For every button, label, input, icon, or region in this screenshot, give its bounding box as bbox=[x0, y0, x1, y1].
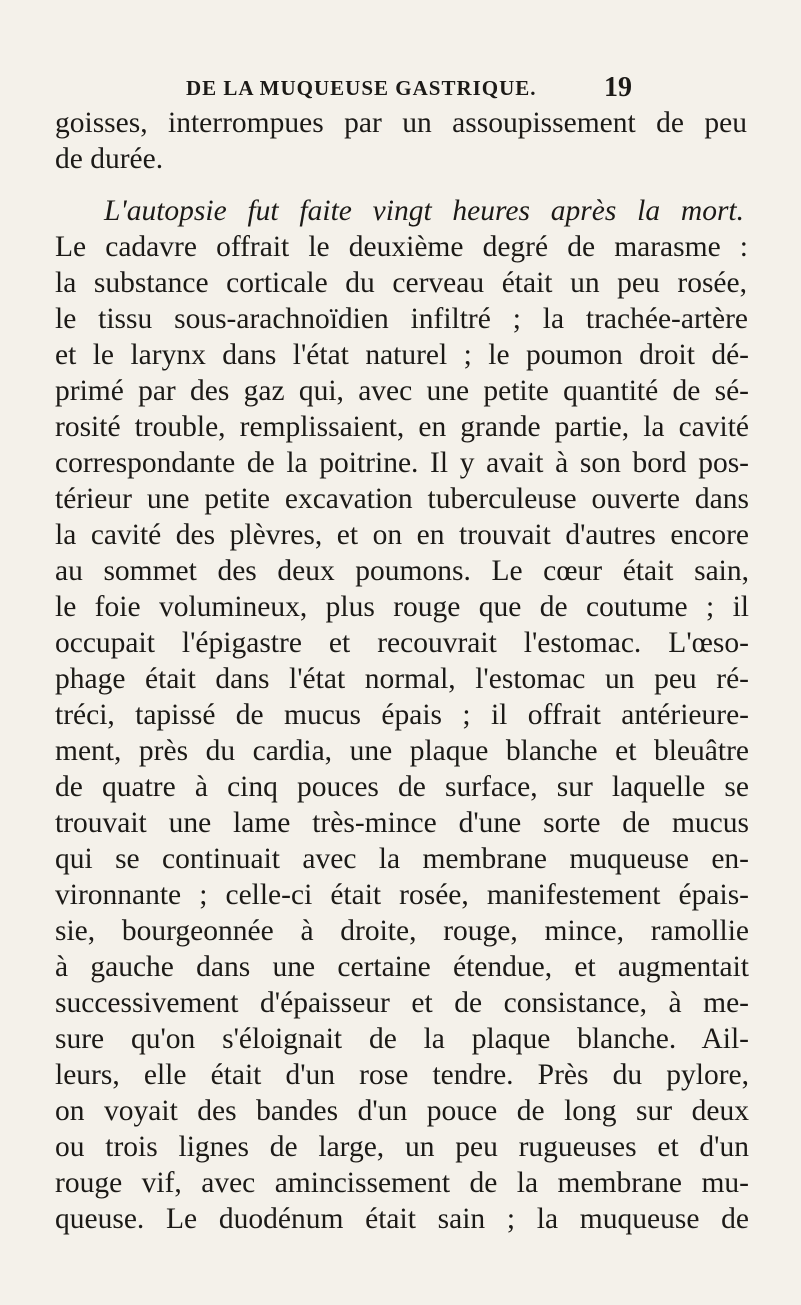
running-title: DE LA MUQUEUSE GASTRIQUE. bbox=[186, 76, 537, 100]
text-line: sie, bourgeonnée à droite, rouge, mince, ramollie bbox=[55, 915, 749, 947]
text-line: sure qu'on s'éloignait de la plaque blanche. Ail- bbox=[55, 1023, 749, 1055]
text-line: tréci, tapissé de mucus épais ; il offrait antérieure- bbox=[55, 699, 749, 731]
text-line: le tissu sous-arachnoïdien infiltré ; la trachée-artère bbox=[55, 303, 748, 335]
text-line: leurs, elle était d'un rose tendre. Près du pylore, bbox=[55, 1059, 749, 1091]
text-line: correspondante de la poitrine. Il y avait à son bord pos- bbox=[55, 447, 749, 479]
text-line: queuse. Le duodénum était sain ; la muqueuse de bbox=[55, 1203, 749, 1235]
text-line: ou trois lignes de large, un peu rugueuses et d'un bbox=[55, 1131, 749, 1163]
text-line: occupait l'épigastre et recouvrait l'estomac. L'œso- bbox=[55, 627, 749, 659]
text-line: le foie volumineux, plus rouge que de coutume ; il bbox=[55, 591, 749, 623]
text-line: Le cadavre offrait le deuxième degré de marasme : bbox=[55, 231, 748, 263]
page-number: 19 bbox=[604, 72, 632, 103]
text-line: successivement d'épaisseur et de consistance, à me- bbox=[55, 987, 749, 1019]
text-line: on voyait des bandes d'un pouce de long sur deux bbox=[55, 1095, 749, 1127]
text-line: L'autopsie fut faite vingt heures après la mort. bbox=[104, 195, 744, 227]
text-line: la substance corticale du cerveau était un peu rosée, bbox=[55, 267, 747, 299]
text-line: de durée. bbox=[55, 143, 164, 175]
text-line: trouvait une lame très-mince d'une sorte de mucus bbox=[55, 807, 749, 839]
text-line: rouge vif, avec amincissement de la membrane mu- bbox=[55, 1167, 749, 1199]
text-line: de quatre à cinq pouces de surface, sur laquelle se bbox=[55, 771, 749, 803]
text-line: à gauche dans une certaine étendue, et augmentait bbox=[55, 951, 749, 983]
text-line: ment, près du cardia, une plaque blanche et bleuâtre bbox=[55, 735, 749, 767]
text-line: et le larynx dans l'état naturel ; le poumon droit dé- bbox=[55, 339, 749, 371]
text-line: primé par des gaz qui, avec une petite quantité de sé- bbox=[55, 375, 749, 407]
text-line: au sommet des deux poumons. Le cœur était sain, bbox=[55, 555, 749, 587]
text-line: qui se continuait avec la membrane muqueuse en- bbox=[55, 843, 749, 875]
text-line: térieur une petite excavation tuberculeuse ouverte dans bbox=[55, 483, 749, 515]
text-line: la cavité des plèvres, et on en trouvait d'autres encore bbox=[55, 519, 749, 551]
text-line: goisses, interrompues par un assoupissement de peu bbox=[55, 107, 747, 139]
text-line: phage était dans l'état normal, l'estomac un peu ré- bbox=[55, 663, 749, 695]
text-line: rosité trouble, remplissaient, en grande partie, la cavité bbox=[55, 411, 749, 443]
text-line: vironnante ; celle-ci était rosée, manifestement épais- bbox=[55, 879, 749, 911]
